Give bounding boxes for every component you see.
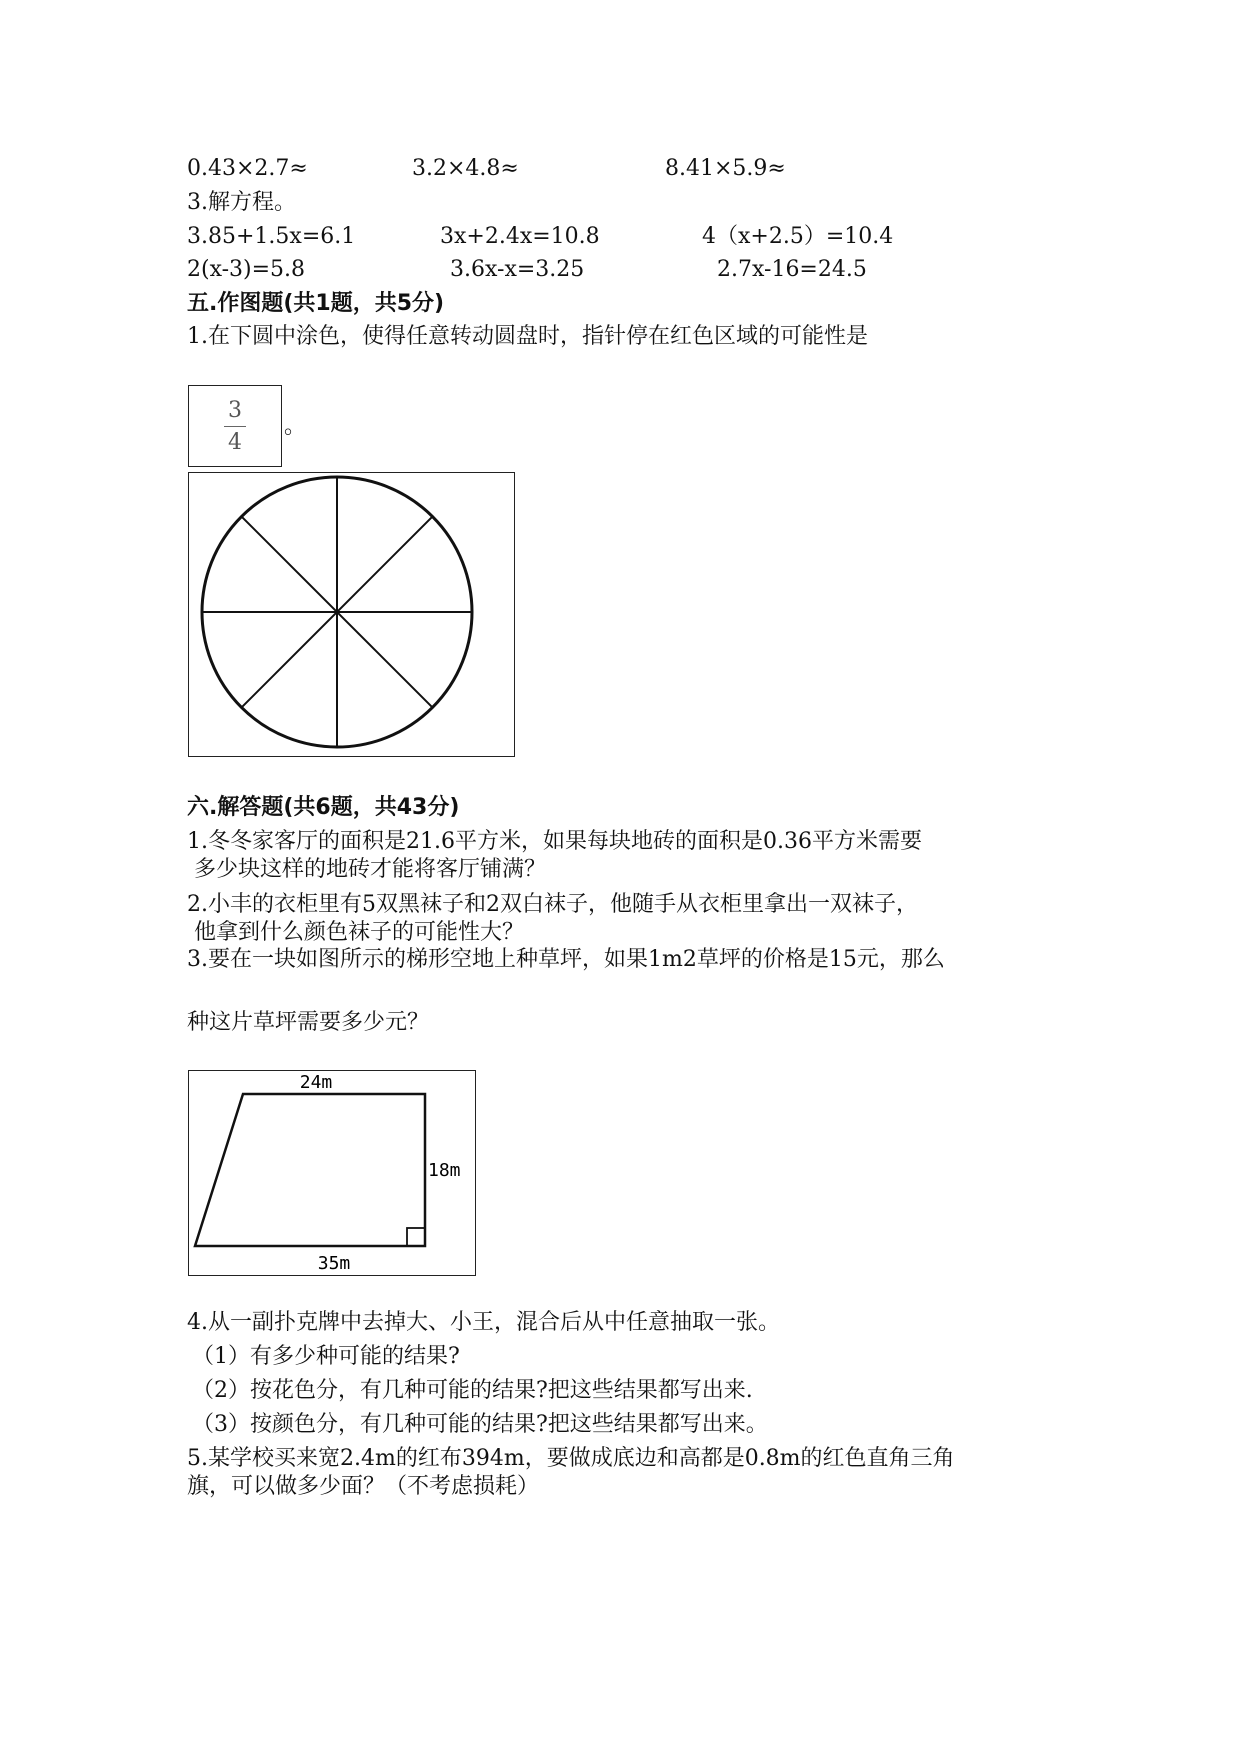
calc-item-3: 8.41×5.9≈	[665, 156, 786, 181]
section-5-question-1: 1.在下圆中涂色，使得任意转动圆盘时，指针停在红色区域的可能性是	[187, 324, 868, 349]
question-6-3-line-1: 3.要在一块如图所示的梯形空地上种草坪，如果1m2草坪的价格是15元，那么	[187, 947, 945, 972]
question-6-4-sub-2: （2）按花色分，有几种可能的结果?把这些结果都写出来.	[192, 1378, 753, 1403]
equation-3: 4（x+2.5）=10.4	[702, 224, 894, 249]
right-angle-mark	[407, 1228, 425, 1246]
question-6-4-sub-1: （1）有多少种可能的结果?	[192, 1344, 460, 1369]
trapezoid-top-label: 24m	[299, 1072, 333, 1093]
section-5-heading: 五.作图题(共1题，共5分)	[187, 291, 445, 316]
trapezoid-height-label: 18m	[428, 1160, 461, 1181]
equation-4: 2(x-3)=5.8	[187, 257, 306, 282]
equation-5: 3.6x-x=3.25	[450, 257, 585, 282]
question-6-2-line-1: 2.小丰的衣柜里有5双黑袜子和2双白袜子，他随手从衣柜里拿出一双袜子，	[187, 892, 918, 917]
fraction-bar	[224, 426, 246, 427]
question-6-3-line-2: 种这片草坪需要多少元？	[187, 1010, 430, 1035]
fraction-box	[188, 385, 282, 467]
question-6-2-line-2: 他拿到什么颜色袜子的可能性大？	[194, 920, 525, 945]
period-mark: 。	[284, 414, 307, 439]
question-6-1-line-2: 多少块这样的地砖才能将客厅铺满？	[194, 857, 547, 882]
trapezoid-shape	[195, 1094, 425, 1246]
question-6-4-sub-3: （3）按颜色分，有几种可能的结果?把这些结果都写出来。	[192, 1412, 768, 1437]
calc-item-1: 0.43×2.7≈	[187, 156, 308, 181]
question-6-5-line-1: 5.某学校买来宽2.4m的红布394m，要做成底边和高都是0.8m的红色直角三角	[187, 1446, 955, 1471]
calc-item-2: 3.2×4.8≈	[412, 156, 519, 181]
question-6-1-line-1: 1.冬冬家客厅的面积是21.6平方米，如果每块地砖的面积是0.36平方米需要	[187, 829, 922, 854]
spinner-figure	[188, 472, 515, 757]
fraction-denominator: 4	[228, 429, 242, 455]
spinner-circle-svg	[189, 473, 513, 755]
question-3-title: 3.解方程。	[187, 190, 296, 215]
section-6-heading: 六.解答题(共6题，共43分)	[187, 795, 460, 820]
fraction-numerator: 3	[228, 397, 242, 423]
equation-1: 3.85+1.5x=6.1	[187, 224, 356, 249]
equation-6: 2.7x-16=24.5	[717, 257, 867, 282]
equation-2: 3x+2.4x=10.8	[440, 224, 600, 249]
question-6-4: 4.从一副扑克牌中去掉大、小王，混合后从中任意抽取一张。	[187, 1310, 780, 1335]
trapezoid-bottom-label: 35m	[317, 1253, 351, 1274]
spinner-sector-lines	[202, 477, 472, 747]
trapezoid-svg	[189, 1071, 474, 1274]
trapezoid-figure	[188, 1070, 476, 1276]
question-6-5-line-2: 旗，可以做多少面？（不考虑损耗）	[187, 1474, 540, 1499]
